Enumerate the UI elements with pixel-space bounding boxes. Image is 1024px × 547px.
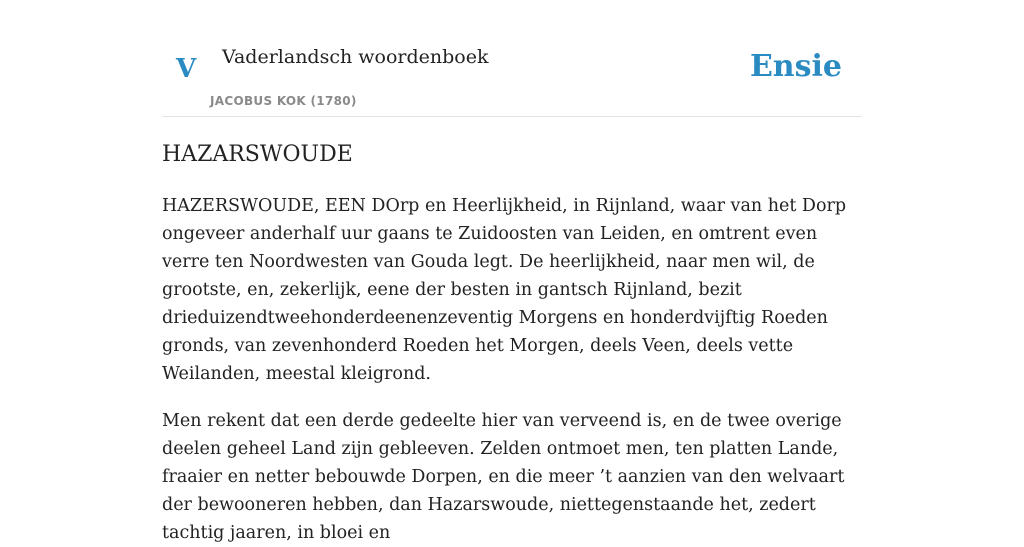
entry-text [162,192,862,547]
page [162,0,862,543]
header [162,0,862,117]
entry-paragraph: Men rekent dat een derde gedeelte hier van verveend is, en de twee overige deelen geheel Land zijn gebleeven. Zelden ontmoet men, ten platten Lande, fraaier en netter bebouwde Dorpen, en die meer ’t aanzien van den welvaart der bewooneren hebben, dan Hazarswoude, niettegenstaande het, zedert tachtig jaaren, in bloei en [162,410,845,543]
book-logo-icon[interactable]: V [176,54,197,84]
brand-logo[interactable]: Ensie [749,49,842,84]
entry-title: HAZARSWOUDE [162,142,353,167]
entry-paragraph: HAZERSWOUDE, EEN DOrp en Heerlijkheid, in Rijnland, waar van het Dorp ongeveer anderhalf uur gaans te Zuidoosten van Leiden, en omtrent even verre ten Noordwesten van Gouda legt. De heerlijkheid, naar men wil, de grootste, en, zekerlijk, eene der besten in gantsch Rijnland, bezit drieduizendtweehonderdeenenzeventig Morgens en honderdvijftig Roeden gronds, van zevenhonderd Roeden het Morgen, deels Veen, deels vette Weilanden, meestal kleigrond. [162,195,847,384]
book-title[interactable]: Vaderlandsch woordenboek [222,46,489,68]
book-author[interactable]: JACOBUS KOK (1780) [210,94,357,108]
